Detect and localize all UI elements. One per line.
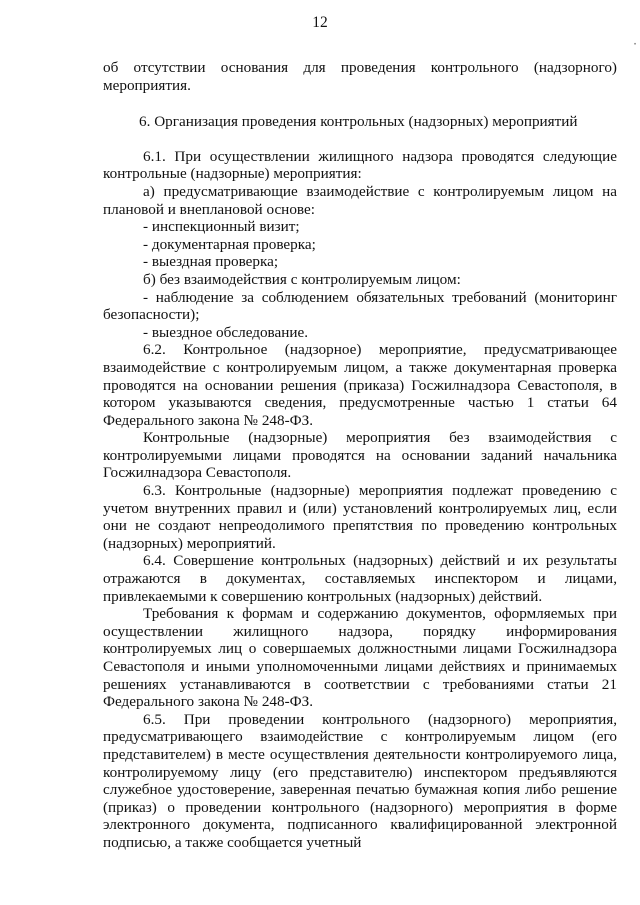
paragraph: Контрольные (надзорные) мероприятия без взаимодействия с контролируемыми лицами проводятся на основании заданий начальника Госжилнадзора Севастополя. <box>103 429 617 482</box>
edge-mark: · <box>633 37 637 51</box>
section-heading: 6. Организация проведения контрольных (надзорных) мероприятий <box>139 113 578 131</box>
list-item-dash: - выездное обследование. <box>143 323 309 341</box>
list-item-a: а) предусматривающие взаимодействие с контролируемым лицом на плановой и внеплановой основе: <box>103 182 617 218</box>
document-body <box>103 59 617 852</box>
paragraph-6-4: 6.4. Совершение контрольных (надзорных) действий и их результаты отражаются в документах, составляемых инспектором и лицами, привлекаемыми к совершению контрольных (надзорных) действий. <box>103 552 617 605</box>
list-item-dash: - выездная проверка; <box>143 253 279 271</box>
paragraph-continuation: об отсутствии основания для проведения контрольного (надзорного) мероприятия. <box>103 59 617 94</box>
paragraph-6-1: 6.1. При осуществлении жилищного надзора проводятся следующие контрольные (надзорные) мероприятия: <box>103 147 617 183</box>
list-item-dash: - наблюдение за соблюдением обязательных требований (мониторинг безопасности); <box>103 288 617 324</box>
paragraph-6-5: 6.5. При проведении контрольного (надзорного) мероприятия, предусматривающего взаимодействие с контролируемым лицом (его представителем) в месте осуществления деятельности контролируемого лица, контролируемому лицу (его представителю) инспектором предъявляются служебное удостоверение, заверенная печатью бумажная копия либо решение (приказ) о проведении контрольного (надзорного) мероприятия в форме электронного документа, подписанного квалифицированной электронной подписью, а также сообщается учетный <box>103 710 617 851</box>
list-item-b: б) без взаимодействия с контролируемым лицом: <box>143 270 461 288</box>
page-number: 12 <box>312 14 328 31</box>
list-item-dash: - инспекционный визит; <box>143 218 300 236</box>
paragraph-6-2: 6.2. Контрольное (надзорное) мероприятие, предусматривающее взаимодействие с контролируемым лицом, а также документарная проверка проводятся на основании решения (приказа) Госжилнадзора Севастополя, в котором указываются сведения, предусмотренные частью 1 статьи 64 Федерального закона № 248-ФЗ. <box>103 341 617 429</box>
list-item-dash: - документарная проверка; <box>143 235 316 253</box>
paragraph: Требования к формам и содержанию документов, оформляемых при осуществлении жилищного надзора, порядку информирования контролируемых лиц о совершаемых должностными лицами Госжилнадзора Севастополя и иными уполномоченными лицами действиях и принимаемых решениях устанавливаются в соответствии с требованиями статьи 21 Федерального закона № 248-ФЗ. <box>103 605 617 711</box>
paragraph-6-3: 6.3. Контрольные (надзорные) мероприятия подлежат проведению с учетом внутренних правил и (или) установлений контролируемых лиц, если они не создают непреодолимого препятствия по проведению контрольных (надзорных) мероприятий. <box>103 482 617 552</box>
